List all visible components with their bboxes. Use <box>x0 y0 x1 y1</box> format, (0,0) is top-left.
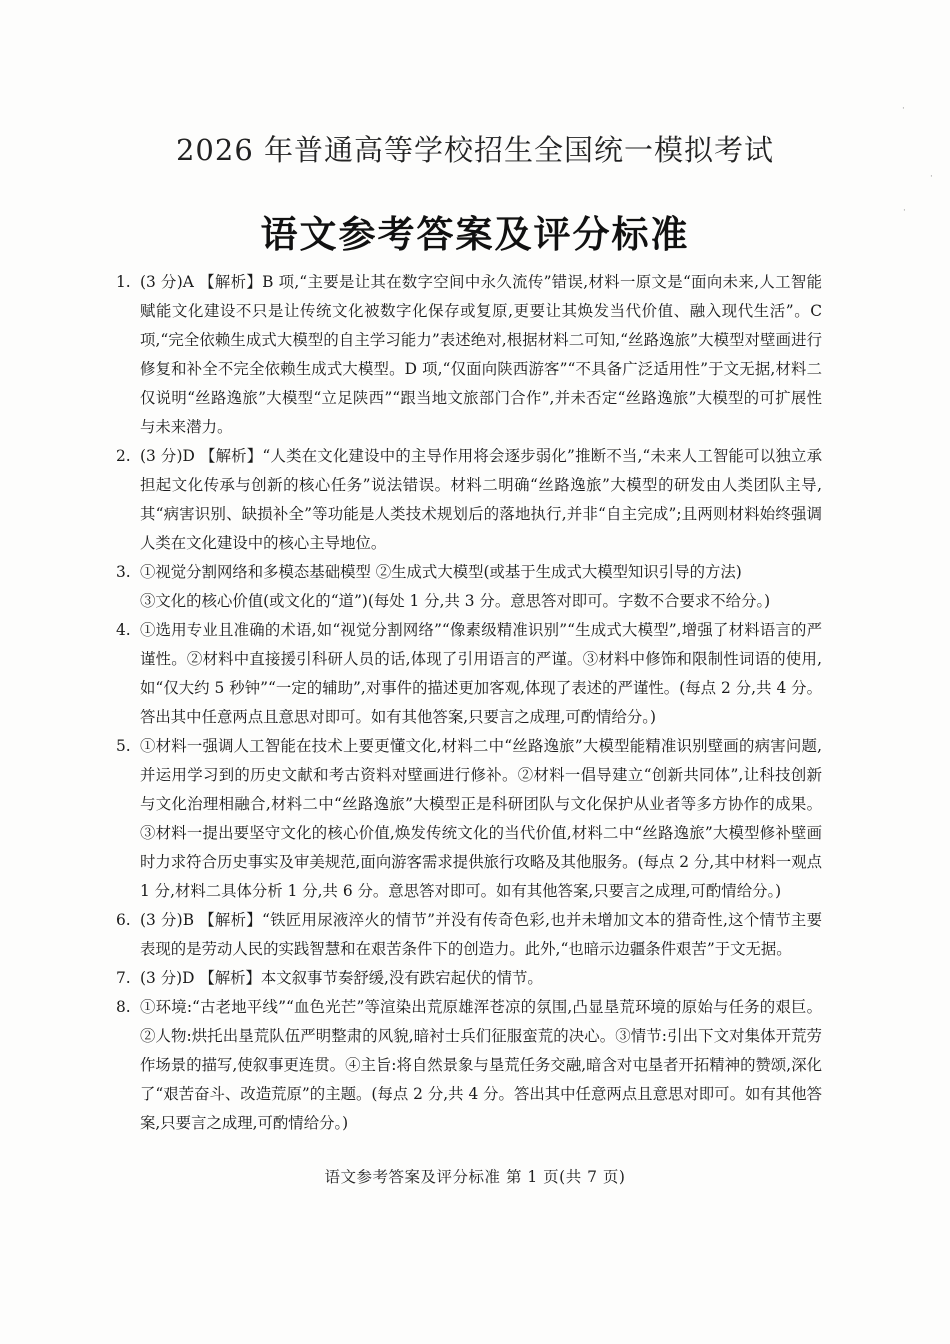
exam-title: 2026 年普通高等学校招生全国统一模拟考试 <box>175 133 775 167</box>
item-number: 4. <box>116 621 131 639</box>
item-text: (3 分)D 【解析】“人类在文化建设中的主导作用将会逐步弱化”推断不当,“未来人工智能可以独立承担起文化传承与创新的核心任务”说法错误。材料二明确“丝路逸旅”大模型的研发由人类团队主导,其“病害识别、缺损补全”等功能是人类技术规划后的落地执行,并非“自主完成”;且两则材料始终强调人类在文化建设中的核心主导地位。 <box>140 447 822 552</box>
scan-speck: · <box>930 172 933 182</box>
item-number: 1. <box>116 273 131 291</box>
item-number: 8. <box>116 998 131 1016</box>
item-text: (3 分)D 【解析】本文叙事节奏舒缓,没有跌宕起伏的情节。 <box>140 969 543 987</box>
answer-item-4 <box>116 616 822 732</box>
item-text: (3 分)B 【解析】“铁匠用尿液淬火的情节”并没有传奇色彩,也并未增加文本的猎奇性,这个情节主要表现的是劳动人民的实践智慧和在艰苦条件下的创造力。此外,“也暗示边疆条件艰苦”于文无据。 <box>140 911 822 958</box>
answer-item-2 <box>116 442 822 558</box>
answer-item-5 <box>116 732 822 906</box>
scan-speck: · <box>902 104 905 114</box>
item-text: (3 分)A 【解析】B 项,“主要是让其在数字空间中永久流传”错误,材料一原文是“面向未来,人工智能赋能文化建设不只是让传统文化被数字化保存或复原,更要让其焕发当代价值、融入现代生活”。C 项,“完全依赖生成式大模型的自主学习能力”表述绝对,根据材料二可知,“丝路逸旅”大模型对壁画进行修复和补全不完全依赖生成式大模型。D 项,“仅面向陕西游客”“不具备广泛适用性”于文无据,材料二仅说明“丝路逸旅”大模型“立足陕西”“跟当地文旅部门合作”,并未否定“丝路逸旅”大模型的可扩展性与未来潜力。 <box>140 273 822 436</box>
item-number: 7. <box>116 969 131 987</box>
answer-item-1 <box>116 268 822 442</box>
item-text: ①环境:“古老地平线”“血色光芒”等渲染出荒原雄浑苍凉的氛围,凸显垦荒环境的原始与任务的艰巨。②人物:烘托出垦荒队伍严明整肃的风貌,暗衬士兵们征服蛮荒的决心。③情节:引出下文对集体开荒劳作场景的描写,使叙事更连贯。④主旨:将自然景象与垦荒任务交融,暗含对屯垦者开拓精神的赞颂,深化了“艰苦奋斗、改造荒原”的主题。(每点 2 分,共 4 分。答出其中任意两点且意思对即可。如有其他答案,只要言之成理,可酌情给分。) <box>140 998 822 1132</box>
item-number: 5. <box>116 737 131 755</box>
item-text: ①选用专业且准确的术语,如“视觉分割网络”“像素级精准识别”“生成式大模型”,增强了材料语言的严谨性。②材料中直接援引科研人员的话,体现了引用语言的严谨。③材料中修饰和限制性词语的使用,如“仅大约 5 秒钟”“一定的辅助”,对事件的描述更加客观,体现了表述的严谨性。(每点 2 分,共 4 分。答出其中任意两点且意思对即可。如有其他答案,只要言之成理,可酌情给分。) <box>140 621 822 726</box>
answer-list <box>116 268 822 1138</box>
item-text-line-1: ①视觉分割网络和多模态基础模型 ②生成式大模型(或基于生成式大模型知识引导的方法) <box>140 563 742 581</box>
page-footer: 语文参考答案及评分标准 第 1 页(共 7 页) <box>324 1168 626 1186</box>
answer-item-8 <box>116 993 822 1138</box>
answer-item-3 <box>116 558 822 616</box>
item-text: ①材料一强调人工智能在技术上要更懂文化,材料二中“丝路逸旅”大模型能精准识别壁画的病害问题,并运用学习到的历史文献和考古资料对壁画进行修补。②材料一倡导建立“创新共同体”,让科技创新与文化治理相融合,材料二中“丝路逸旅”大模型正是科研团队与文化保护从业者等多方协作的成果。③材料一提出要坚守文化的核心价值,焕发传统文化的当代价值,材料二中“丝路逸旅”大模型修补壁画时力求符合历史事实及审美规范,面向游客需求提供旅行攻略及其他服务。(每点 2 分,其中材料一观点 1 分,材料二具体分析 1 分,共 6 分。意思答对即可。如有其他答案,只要言之成理,可酌情给分。) <box>140 737 822 900</box>
answer-item-6 <box>116 906 822 964</box>
item-number: 3. <box>116 563 131 581</box>
document-title: 语文参考答案及评分标准 <box>260 212 690 256</box>
item-number: 6. <box>116 911 131 929</box>
item-number: 2. <box>116 447 131 465</box>
scan-speck: · <box>903 206 906 216</box>
answer-item-7 <box>116 964 822 993</box>
item-text-line-2: ③文化的核心价值(或文化的“道”)(每处 1 分,共 3 分。意思答对即可。字数不合要求不给分。) <box>140 592 771 610</box>
